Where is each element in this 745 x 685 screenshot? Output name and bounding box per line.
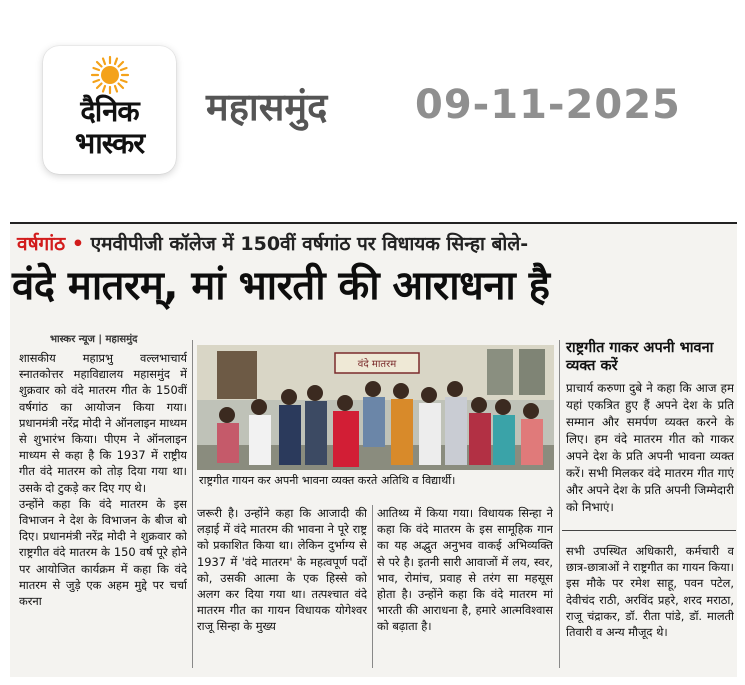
article-column-3: आतिथ्य में किया गया। विधायक सिन्हा ने कहा कि वंदे मातरम के इस सामूहिक गान का यह अद्भुत अनुभव वाकई अभिव्यक्ति से परे है। इतनी सारी आवाजों में लय, स्वर, भाव, रोमांच, प्रवाह से तरंग सा महसूस होता है। उन्होंने कहा कि वंदे मातरम मां भारती की आराधना है, हमारे आत्मविश्वास को बढ़ाता है। [377,506,553,634]
dainik-bhaskar-logo [43,46,176,174]
headline: वंदे मातरम्, मां भारती की आराधना है [12,263,550,309]
edition-city: महासमुंद [206,85,328,129]
photo-illustration [197,345,554,470]
event-photo [197,345,554,470]
sidebar-column-text: प्राचार्य करुणा दुबे ने कहा कि आज हम यहां एकत्रित हुए हैं अपने देश के प्रति सम्मान और समर्पण व्यक्त करने के लिए। हम वंदे मातरम गीत को गाकर अपने देश के प्रति अपनी भावना व्यक्त करें। सभी मिलकर वंदे मातरम गीत गाएं और अपने देश के प्रति अपनी जिम्मेदारी को निभाएं। [566,381,734,514]
article-column-4: सभी उपस्थित अधिकारी, कर्मचारी व छात्र-छात्राओं ने राष्ट्रगीत का गायन किया। इस मौके पर रमेश साहू, पवन पटेल, देवीचंद राठी, अरविंद प्रहरे, शरद मराठा, राजू चंद्राकर, डॉ. रीता पांडे, डॉ. मालती तिवारी व अन्य मौजूद थे। [566,544,734,640]
column-divider [559,340,560,668]
column-divider [372,505,373,668]
sidebar-subheading: राष्ट्रगीत गाकर अपनी भावना व्यक्त करें [566,340,714,374]
logo-text-line2: भास्कर [74,126,145,160]
article-column-2: जरूरी है। उन्होंने कहा कि आजादी की लड़ाई में वंदे मातरम की भावना ने पूरे राष्ट्र को प्रकाशित किया था। लेकिन दुर्भाग्य से 1937 में 'वंदे मातरम' के महत्वपूर्ण पदों को, उसकी आत्मा के एक हिस्से को अलग कर दिया गया था। तत्पश्चात वंदे मातरम गीत का गायन विधायक योगेश्वर राजू सिन्हा के मुख्य [197,506,367,634]
sidebar-divider [562,530,736,531]
article-column-1: शासकीय महाप्रभु वल्लभाचार्य स्नातकोत्तर महाविद्यालय महासमुंद में शुक्रवार को वंदे मातरम गीत के 150वीं वर्षगांठ का आयोजन किया गया। प्रधानमंत्री नरेंद्र मोदी ने ऑनलाइन माध्यम से शुभारंभ किया। पीएम ने ऑनलाइन माध्यम से कहा है कि 1937 में राष्ट्रीय गीत वंदे मातरम को तोड़ दिया गया था। उसके दो टुकड़े कर दिए गए थे। उन्होंने कहा कि वंदे मातरम के इस विभाजन ने देश के विभाजन के बीज बो दिए। प्रधानमंत्री नरेंद्र मोदी ने शुक्रवार को राष्ट्रगीत वंदे मातरम के 150 वर्ष पूरे होने पर आयोजित कार्यक्रम में कहा कि वंदे मातरम से जुड़े एक अहम मुद्दे पर चर्चा करना [19,351,187,609]
top-divider [10,222,737,224]
column-divider [192,340,193,668]
kicker-line [17,231,737,257]
photo-caption: राष्ट्रगीत गायन कर अपनी भावना व्यक्त करते अतिथि व विद्यार्थी। [199,474,456,487]
byline: भास्कर न्यूज | महासमुंद [50,334,138,345]
edition-date: 09-11-2025 [415,82,681,128]
kicker-text: एमवीपीजी कॉलेज में 150वीं वर्षगांठ पर विधायक सिन्हा बोले- [90,233,529,255]
logo-text-line1: दैनिक [80,94,139,128]
photo-banner-text: वंदे मातरम [357,359,397,370]
kicker-bullet: • [71,233,84,255]
sun-icon [90,55,130,95]
kicker-label: वर्षगांठ [17,233,66,255]
